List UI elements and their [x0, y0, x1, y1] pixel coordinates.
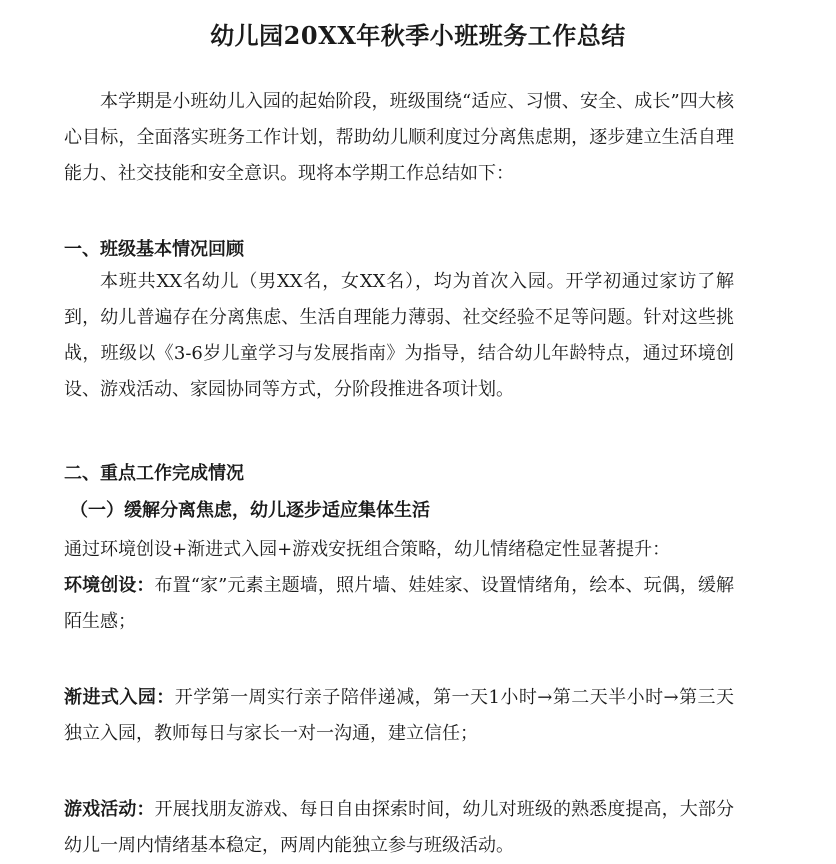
- item-text: 开展找朋友游戏、每日自由探索时间，幼儿对班级的熟悉度提高，大部分幼儿一周内情绪基本稳定，两周内能独立参与班级活动。: [64, 799, 735, 856]
- document-title: 幼儿园20XX年秋季小班班务工作总结: [210, 21, 626, 51]
- item-text: 布置“家”元素主题墙，照片墙、娃娃家、设置情绪角，绘本、玩偶，缓解陌生感；: [64, 575, 735, 632]
- section-2-heading: 二、重点工作完成情况: [64, 463, 244, 484]
- list-item-environment: [64, 568, 734, 640]
- item-label: 游戏活动：: [64, 799, 155, 820]
- list-item-gradual-entry: [64, 680, 734, 752]
- item-label: 渐进式入园：: [64, 687, 175, 708]
- item-label: 环境创设：: [64, 575, 155, 596]
- list-item-game-activities: [64, 792, 734, 864]
- subsection-1-lead: 通过环境创设+渐进式入园+游戏安抚组合策略，幼儿情绪稳定性显著提升：: [64, 539, 671, 560]
- section-1-body: 本班共XX名幼儿（男XX名，女XX名），均为首次入园。开学初通过家访了解到，幼儿普遍存在分离焦虑、生活自理能力薄弱、社交经验不足等问题。针对这些挑战，班级以《3-6岁儿童学习与发展指南》为指导，结合幼儿年龄特点，通过环境创设、游戏活动、家园协同等方式，分阶段推进各项计划。: [64, 271, 734, 400]
- intro-paragraph: 本学期是小班幼儿入园的起始阶段，班级围绕“适应、习惯、安全、成长”四大核心目标，全面落实班务工作计划，帮助幼儿顺利度过分离焦虑期，逐步建立生活自理能力、社交技能和安全意识。现将本学期工作总结如下：: [64, 91, 734, 184]
- subsection-1-heading: （一）缓解分离焦虑，幼儿逐步适应集体生活: [70, 500, 430, 521]
- section-1-heading: 一、班级基本情况回顾: [64, 239, 244, 260]
- item-text: 开学第一周实行亲子陪伴递减，第一天1小时→第二天半小时→第三天独立入园，教师每日与家长一对一沟通，建立信任；: [64, 687, 734, 744]
